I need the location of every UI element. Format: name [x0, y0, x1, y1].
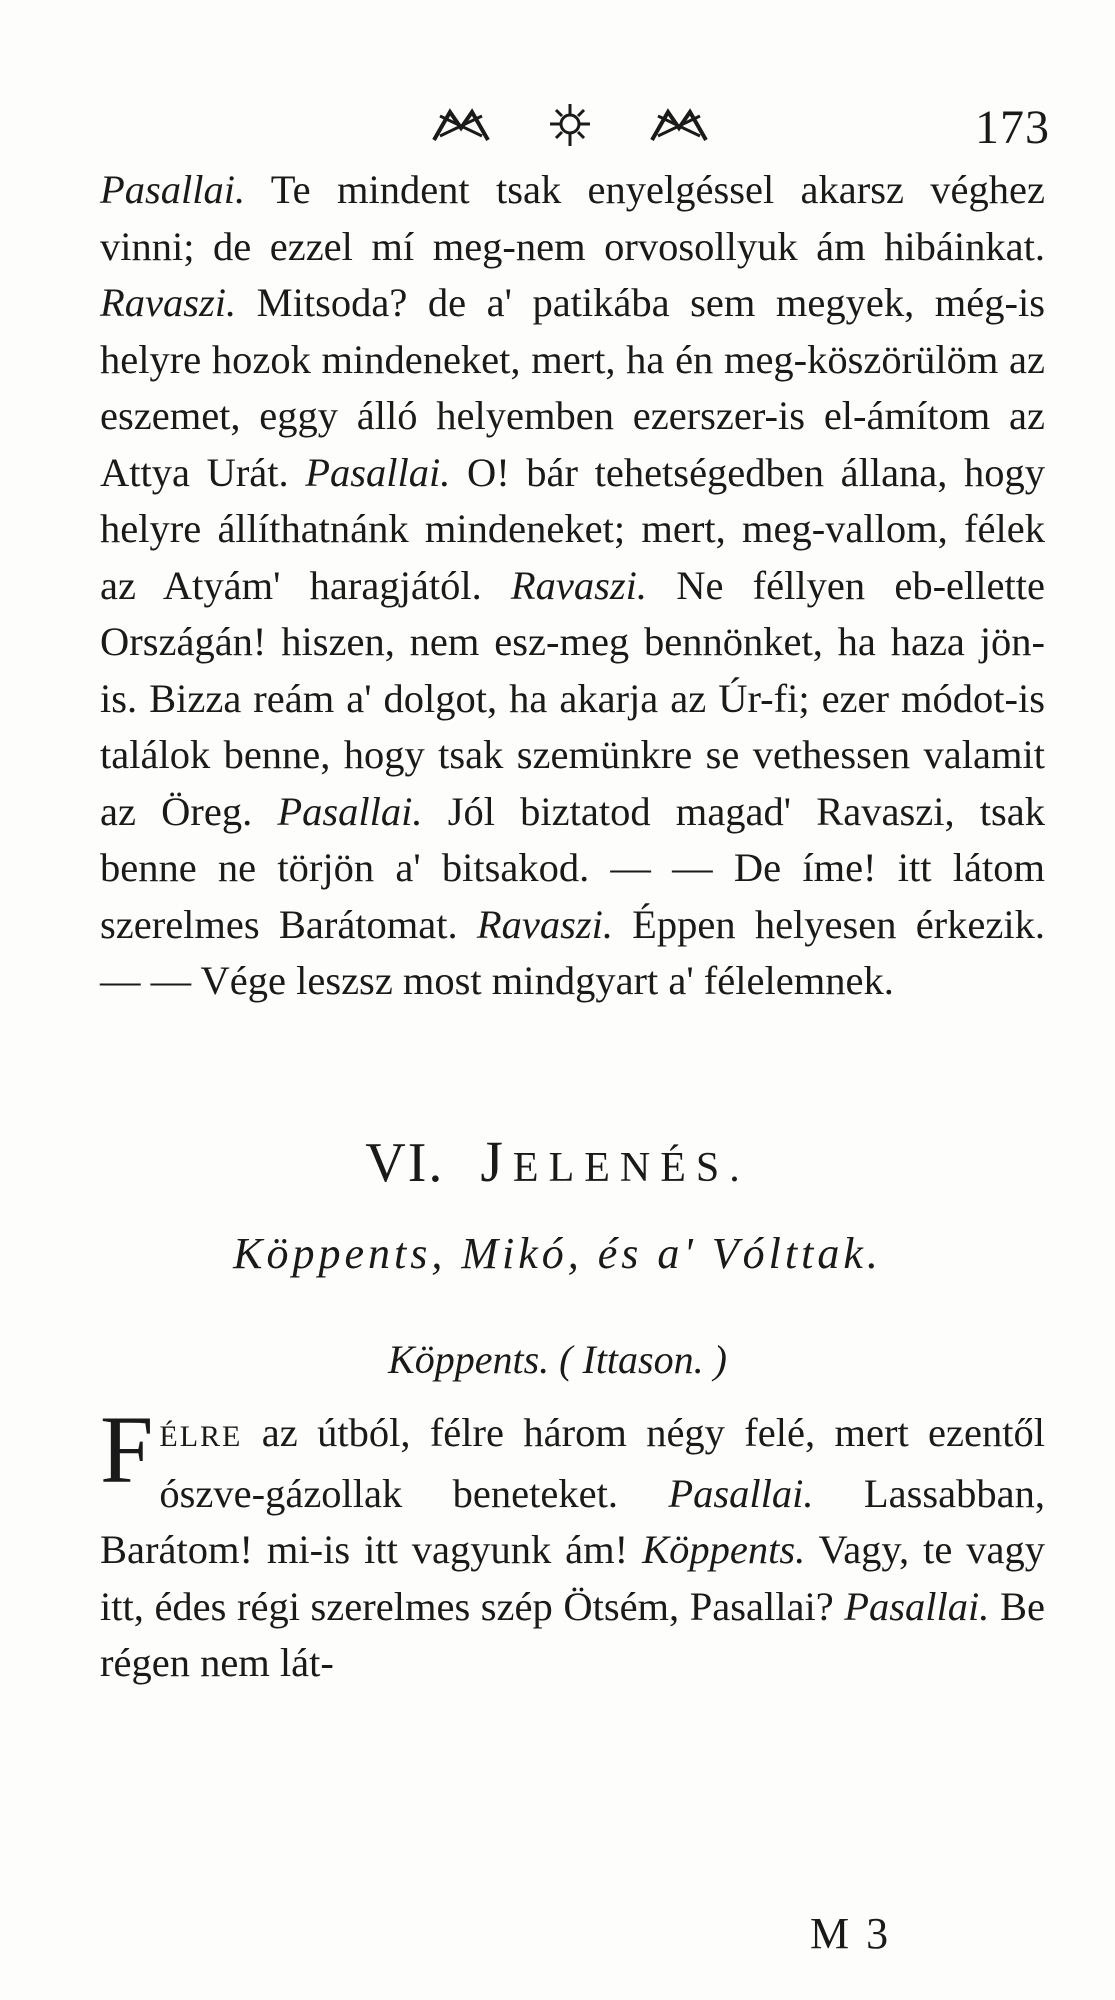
- speech-text: Mitsoda? de a' patikába sem megyek, még-is helyre hozok mindeneket, mert, ha én meg-köszörülöm az eszemet, eggy álló helyemben ezerszer-is el-ámítom az Attya Urát.: [100, 280, 1045, 495]
- speech-text: Éppen helyesen érkezik. — — Vége leszsz most mindgyart a' félelemnek.: [100, 901, 1045, 1003]
- speech-text: Te mindent tsak enyelgéssel akarsz véghez vinni; de ezzel mí meg-nem orvosollyuk ám hibáinkat.: [100, 167, 1045, 269]
- stage-direction-line: [0, 1336, 1115, 1383]
- passage-paragraph: [100, 162, 1045, 1010]
- speaker-name: Pasallai.: [844, 1583, 990, 1629]
- signature-mark: M 3: [810, 1909, 892, 1958]
- speech-text: Vagy, te vagy itt, édes régi szerelmes szép Ötsém, Pasallai?: [100, 1527, 1045, 1629]
- stage-speaker: Köppents.: [388, 1337, 550, 1382]
- speech-text: O! bár tehetségedben állana, hogy helyre állíthatnánk mindeneket; mert, meg-vallom, félek az Atyám' haragjától.: [100, 449, 1045, 608]
- speech-text: Be régen nem lát-: [100, 1583, 1045, 1685]
- scene-title-initial: J: [480, 1129, 513, 1194]
- left-fleuron-icon: [430, 106, 492, 144]
- scene-heading: [0, 1128, 1115, 1195]
- speaker-name: Pasallai.: [668, 1470, 814, 1516]
- page-header: [0, 92, 1115, 162]
- speaker-name: Köppents.: [642, 1527, 806, 1572]
- speech-text: Jól biztatod magad' Ravaszi, tsak benne ne törjön a' bitsakod. — — De íme! itt látom szerelmes Barátomat.: [100, 788, 1045, 947]
- speech-text: Lassabban, Barátom! mi-is itt vagyunk ám!: [100, 1470, 1045, 1572]
- speaker-name: Pasallai.: [100, 167, 246, 212]
- speaker-name: Pasallai.: [305, 449, 451, 495]
- dialogue-passage: [100, 162, 1045, 1010]
- scene-dialogue: [100, 1396, 1045, 1692]
- speech-text: az útból, félre három négy felé, mert ezentől ószve-gázollak beneteket.: [159, 1410, 1045, 1516]
- first-word-smallcaps: ÉLRE: [159, 1420, 243, 1453]
- stage-direction: ( Ittason. ): [559, 1337, 727, 1382]
- speech-text: Ne féllyen eb-ellette Országán! hiszen, nem esz-meg bennönket, ha haza jön-is. Bizza reám a' dolgot, ha akarja az Úr-fi; ezer módot-is találok benne, hogy tsak szemünkre se vethessen valamit az Öreg.: [100, 562, 1045, 834]
- speaker-name: Ravaszi.: [510, 562, 648, 608]
- speaker-name: Ravaszi.: [476, 901, 613, 947]
- speaker-name: Pasallai.: [277, 788, 423, 834]
- dialogue-paragraph: [100, 1396, 1045, 1692]
- center-flower-icon: [548, 102, 592, 148]
- scene-title-rest: ELENÉS.: [512, 1145, 750, 1191]
- drop-cap: F: [100, 1396, 154, 1503]
- header-ornament: [430, 100, 710, 150]
- right-fleuron-icon: [648, 106, 710, 144]
- speaker-name: Ravaszi.: [100, 280, 237, 325]
- scene-numeral: VI.: [365, 1132, 445, 1194]
- scene-characters: Köppents, Mikó, és a' Vólttak.: [233, 1229, 882, 1278]
- page-number: 173: [975, 101, 1050, 154]
